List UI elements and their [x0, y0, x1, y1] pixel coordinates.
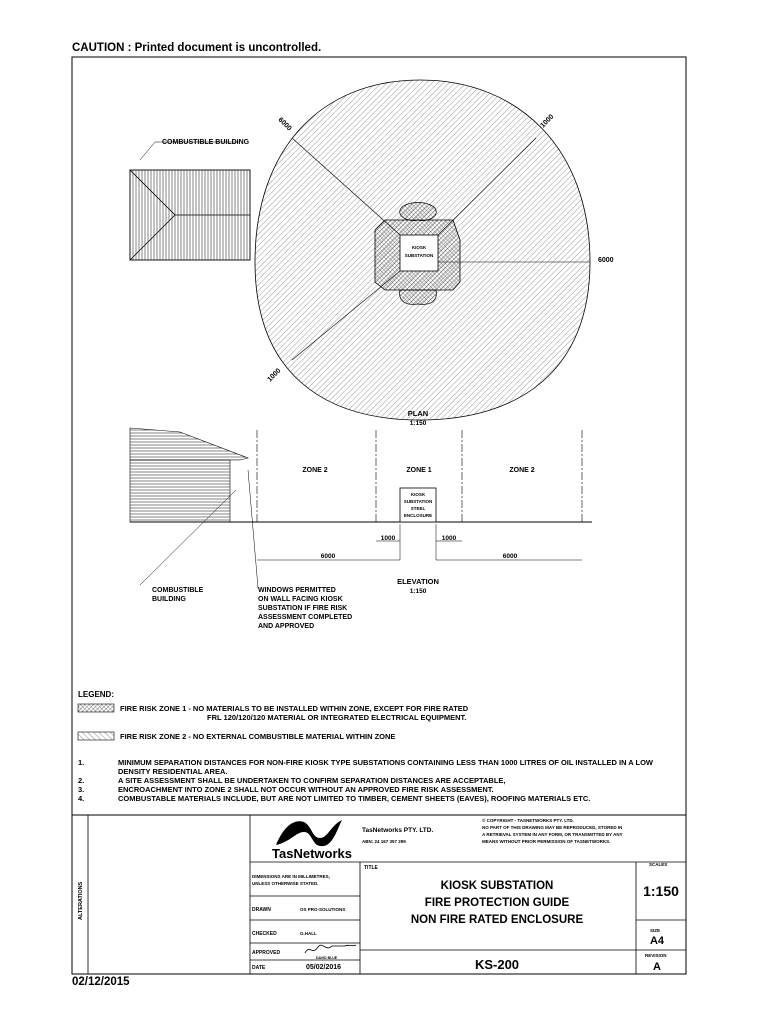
- windows-note-4: ASSESSMENT COMPLETED: [258, 614, 353, 621]
- dims-note-1: DIMENSIONS ARE IN MILLIMETRES,: [252, 874, 330, 879]
- plan-dim-top-right: 1000: [539, 113, 556, 130]
- legend-zone-1-text-1: FIRE RISK ZONE 1 - NO MATERIALS TO BE INSTALLED WITHIN ZONE, EXCEPT FOR FIRE RATED: [120, 704, 469, 713]
- kiosk-label-1: KIOSK: [411, 245, 427, 250]
- drawing-title-2: FIRE PROTECTION GUIDE: [424, 897, 570, 909]
- kiosk-elev-label-1: KIOSK: [410, 492, 426, 497]
- zone-1-label: ZONE 1: [406, 467, 432, 474]
- approved-name: DAVID BLUE: [316, 956, 338, 960]
- elev-dim-1000-left: 1000: [380, 535, 396, 542]
- plan-dim-bottom-left: 1000: [266, 367, 283, 384]
- print-date: 02/12/2015: [72, 976, 130, 988]
- drawing-number: KS-200: [474, 957, 520, 972]
- combustible-building-plan: [130, 170, 250, 260]
- scale-value: 1:150: [643, 883, 679, 899]
- zone-2-left-label: ZONE 2: [302, 467, 328, 474]
- elev-dim-6000-left: 6000: [320, 553, 336, 560]
- note-2-text: A SITE ASSESSMENT SHALL BE UNDERTAKEN TO CONFIRM SEPARATION DISTANCES ARE ACCEPTABLE,: [118, 776, 506, 785]
- dims-note-2: UNLESS OTHERWISE STATED.: [252, 881, 319, 886]
- zone-2-right-label: ZONE 2: [509, 467, 535, 474]
- note-2-number: 2.: [78, 776, 85, 785]
- tasnetworks-logo: [276, 820, 342, 846]
- plan-view: [130, 80, 614, 427]
- checked-value: G.HALL: [300, 931, 317, 936]
- drawing-title-3: NON FIRE RATED ENCLOSURE: [410, 914, 584, 926]
- elev-building-label-2: BUILDING: [152, 596, 186, 603]
- windows-note-2: ON WALL FACING KIOSK: [258, 596, 343, 603]
- legend-zone-1-text-2: FRL 120/120/120 MATERIAL OR INTEGRATED ELECTRICAL EQUIPMENT.: [207, 713, 467, 722]
- elevation-scale: 1:150: [409, 588, 427, 595]
- company-name: TasNetworks PTY. LTD.: [362, 827, 434, 834]
- windows-note-5: AND APPROVED: [258, 623, 315, 630]
- drawn-value: OS PRO-SOLUTIONS: [300, 907, 346, 912]
- revision-value: A: [653, 961, 661, 973]
- windows-note-3: SUBSTATION IF FIRE RISK: [258, 605, 348, 612]
- copyright-3: A RETRIEVAL SYSTEM IN ANY FORM, OR TRANSMITTED BY ANY: [482, 832, 623, 837]
- note-1-number: 1.: [78, 758, 85, 767]
- elevation-title: ELEVATION: [397, 577, 439, 586]
- size-value: A4: [649, 935, 665, 947]
- plan-title: PLAN: [407, 409, 429, 418]
- checked-label: CHECKED: [252, 931, 277, 937]
- plan-scale: 1:150: [409, 420, 427, 427]
- copyright-4: MEANS WITHOUT PRIOR PERMISSION OF TASNETWORKS.: [482, 839, 611, 844]
- windows-note-1: WINDOWS PERMITTED: [258, 587, 336, 594]
- scales-label: SCALES: [649, 862, 668, 867]
- legend-zone-1-swatch: [78, 704, 114, 712]
- alterations-label: ALTERATIONS: [78, 881, 84, 920]
- elev-dim-1000-right: 1000: [441, 535, 457, 542]
- copyright-2: NO PART OF THIS DRAWING MAY BE REPRODUCED, STORED IN: [482, 825, 623, 830]
- approver-signature: [305, 945, 356, 953]
- title-label: TITLE: [364, 865, 378, 871]
- elev-building-label-1: COMBUSTIBLE: [152, 587, 204, 594]
- logo-wordmark: TasNetworks: [272, 846, 352, 861]
- copyright-1: © COPYRIGHT - TASNETWORKS PTY. LTD.: [482, 818, 574, 823]
- legend-title: LEGEND:: [78, 690, 114, 699]
- kiosk-elev-label-4: ENCLOSURE: [403, 513, 433, 518]
- combustible-building-label: COMBUSTIBLE BUILDING: [162, 139, 250, 146]
- revision-label: REVISION: [645, 953, 667, 958]
- legend-zone-2-swatch: [78, 732, 114, 740]
- elev-dim-6000-right: 6000: [502, 553, 518, 560]
- legend-zone-2-text: FIRE RISK ZONE 2 - NO EXTERNAL COMBUSTIBLE MATERIAL WITHIN ZONE: [120, 732, 396, 741]
- size-label: SIZE: [650, 928, 661, 933]
- note-3-number: 3.: [78, 785, 85, 794]
- kiosk-elev-label-3: STEEL: [410, 506, 426, 511]
- note-4-number: 4.: [78, 794, 85, 803]
- kiosk-elev-label-2: SUBSTATION: [403, 499, 433, 504]
- note-1-text: MINIMUM SEPARATION DISTANCES FOR NON-FIRE KIOSK TYPE SUBSTATIONS CONTAINING LESS THAN 1000 LITRES OF OIL INSTALLED IN A LOW DENSITY RESIDENTIAL AREA.: [118, 758, 654, 776]
- drawing-title-1: KIOSK SUBSTATION: [440, 880, 554, 892]
- date-label: DATE: [252, 965, 266, 971]
- kiosk-label-2: SUBSTATION: [404, 253, 434, 258]
- note-4-text: COMBUSTABLE MATERIALS INCLUDE, BUT ARE NOT LIMITED TO TIMBER, CEMENT SHEETS (EAVES), ROOFING MATERIALS ETC.: [118, 794, 591, 803]
- drawn-label: DRAWN: [252, 907, 271, 913]
- plan-dim-right: 6000: [598, 257, 614, 264]
- approved-label: APPROVED: [252, 950, 281, 956]
- note-3-text: ENCROACHMENT INTO ZONE 2 SHALL NOT OCCUR WITHOUT AN APPROVED FIRE RISK ASSESSMENT.: [118, 785, 494, 794]
- plan-dim-top-left: 6000: [276, 116, 293, 133]
- elevation-view: [130, 428, 592, 630]
- date-value: 05/02/2016: [306, 964, 342, 971]
- caution-notice: CAUTION : Printed document is uncontrolled.: [72, 42, 322, 54]
- company-abn: ABN: 24 167 357 299: [362, 839, 406, 844]
